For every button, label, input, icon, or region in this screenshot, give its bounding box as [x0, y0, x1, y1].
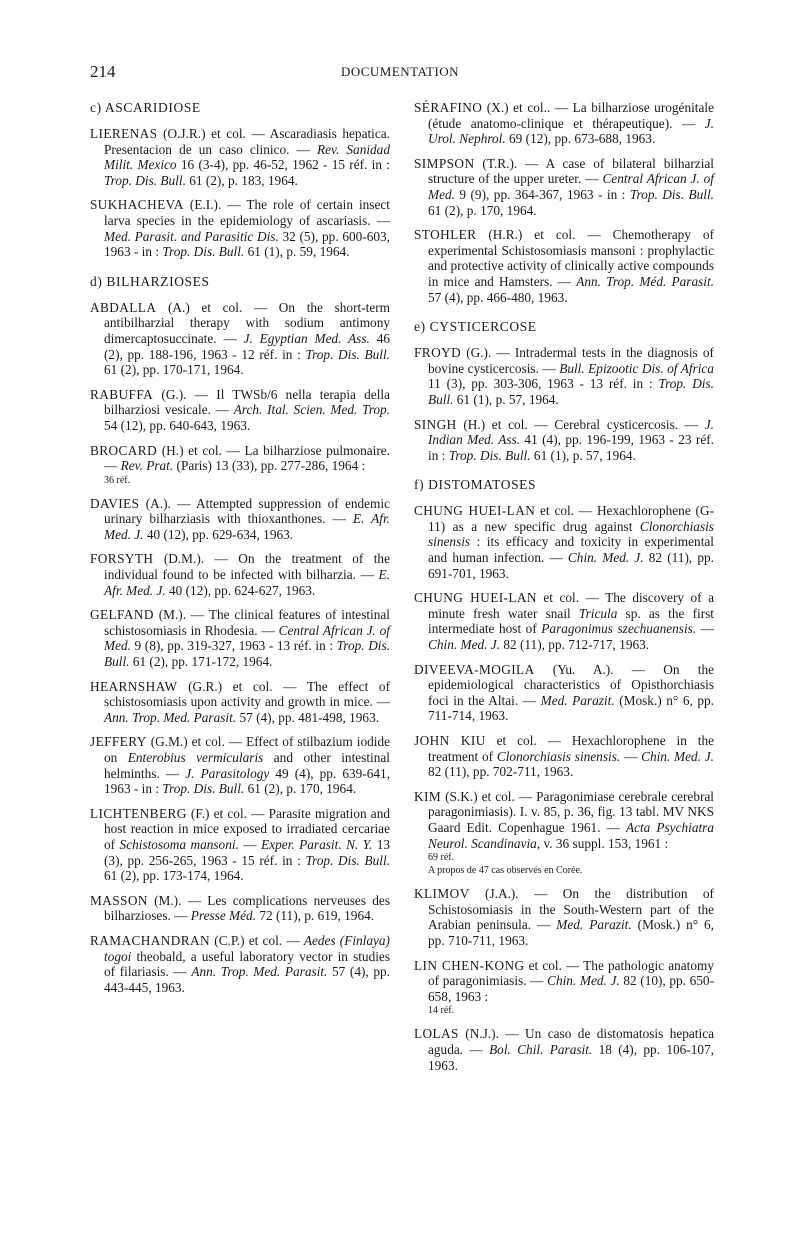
entry-italic-text: Schistosoma mansoni. [119, 836, 239, 852]
entry-italic-text: Central African J. of Med. [428, 171, 714, 202]
entry-footnote: A propos de 47 cas observés en Corée. [428, 865, 583, 877]
entry-text: v. 36 suppl. 153, 1961 : [540, 835, 669, 851]
entry-author: STOHLER [414, 227, 477, 243]
entry-author: KIM [414, 788, 442, 804]
bibliography-entry [90, 679, 390, 726]
bibliography-entry [414, 733, 714, 780]
entry-text: 72 (11), p. 619, 1964. [256, 908, 375, 924]
entry-text: (X.) et col.. — La bilharziose urogénitale (étude anatomo-clinique et thérapeutique). — [428, 100, 714, 131]
entry-text: 9 (9), pp. 364-367, 1963 - in : [454, 186, 630, 202]
entry-text: — [696, 621, 714, 637]
entry-italic-text: Trop. Dis. Bull. [305, 346, 390, 362]
entry-italic-text: Ann. Trop. Med. Parasit. [191, 964, 328, 980]
bibliography-entry [90, 126, 390, 188]
entry-footnote: 36 réf. [104, 474, 131, 486]
entry-text: 57 (4), pp. 466-480, 1963. [428, 289, 568, 305]
entry-text: (M.). — Les complications nerveuses des bilharzioses. — [104, 892, 390, 924]
entry-author: SÉRAFINO [414, 100, 483, 115]
entry-italic-text: Rev. Prat. [120, 458, 174, 474]
entry-italic-text: Ann. Trop. Méd. Parasit. [576, 273, 714, 289]
page-number: 214 [90, 62, 116, 81]
entry-text: (A.). — Attempted suppression of endemic urinary bilharziasis with thioxanthones. — [104, 495, 390, 527]
entry-italic-text: Med. Parazit. [540, 692, 615, 708]
entry-italic-text: Trop. Dis. Bull. [104, 638, 390, 670]
entry-text: 61 (2), p. 183, 1964. [185, 172, 298, 188]
entry-italic-text: Enterobius vermicularis [127, 750, 264, 765]
entry-text: 49 (4), pp. 639-641, 1963 - in : [104, 765, 391, 797]
section-heading: e) CYSTICERCOSE [414, 319, 537, 335]
entry-text: 57 (4), pp. 443-445, 1963. [104, 964, 390, 995]
entry-italic-text: E. Afr. Med. J. [104, 567, 390, 598]
bibliography-entry [90, 734, 390, 796]
entry-text: (G.R.) et col. — The effect of schistosomiasis upon activity and growth in mice. — [104, 678, 390, 710]
entry-text: (Mosk.) n° 6, pp. 711-714, 1963. [428, 692, 714, 724]
bibliography-entry [414, 590, 714, 652]
entry-text: (M.). — The clinical features of intestinal schistosomiasis in Rhodesia. — [104, 607, 390, 638]
entry-italic-text: Med. Parasit. and Parasitic Dis. [104, 228, 279, 244]
entry-text: (G.). — Il TWSb/6 nella terapia della bilharziosi vesicale. — [104, 386, 390, 418]
entry-italic-text: J. Parasitology [185, 765, 270, 781]
entry-author: GELFAND [90, 607, 154, 623]
bibliography-entry [414, 958, 714, 1018]
bibliography-entry [90, 443, 390, 487]
entry-text: — [238, 836, 262, 852]
entry-text: et col. — The discovery of a minute fresh water snail [428, 590, 714, 621]
bibliography-entry [414, 227, 714, 305]
entry-author: LIN CHEN-KONG [414, 957, 525, 973]
entry-author: DAVIES [90, 495, 140, 511]
entry-text: (C.P.) et col. — [210, 932, 304, 948]
entry-author: DIVEEVA-MOGILA [414, 661, 535, 677]
entry-italic-text: E. Afr. Med. J. [104, 511, 391, 542]
bibliography-entry [90, 893, 390, 924]
right-column [414, 100, 714, 1082]
entry-text: 40 (12), pp. 624-627, 1963. [165, 582, 316, 598]
entry-text: 82 (11), pp. 702-711, 1963. [428, 764, 574, 780]
entry-author: RABUFFA [90, 386, 154, 402]
entry-author: CHUNG HUEI-LAN [414, 590, 537, 606]
entry-text: and other intestinal helminths. — [104, 750, 390, 781]
entry-footnote: 14 réf. [428, 1005, 455, 1017]
entry-italic-text: J. Urol. Nephrol. [428, 115, 714, 147]
entry-text: — [620, 748, 642, 764]
entry-italic-text: Arch. Ital. Scien. Med. Trop. [233, 402, 390, 418]
entry-text: 82 (11), pp. 691-701, 1963. [428, 550, 714, 581]
entry-text: 16 (3-4), pp. 46-52, 1962 - 15 réf. in : [176, 157, 390, 173]
entry-author: SUKHACHEVA [90, 197, 184, 213]
entry-author: FROYD [414, 345, 462, 361]
entry-text: 11 (3), pp. 303-306, 1963 - 13 réf. in : [428, 376, 659, 392]
entry-text: (D.M.). — On the treatment of the individual found to be infected with bilharzia. — [104, 551, 390, 583]
entry-author: FORSYTH [90, 551, 154, 567]
entry-italic-text: Rev. Sanidad Milit. Mexico [104, 141, 390, 173]
entry-italic-text: Central African J. of Med. [104, 622, 390, 654]
entry-author: LIERENAS [90, 126, 158, 141]
entry-author: JEFFERY [90, 734, 147, 750]
entry-italic-text: Chin. Med. J. [428, 637, 501, 653]
bibliography-entry [90, 806, 390, 884]
entry-text: 41 (4), pp. 196-199, 1963 - 23 réf. in : [428, 432, 715, 463]
entry-author: LOLAS [414, 1026, 459, 1042]
entry-text: 61 (2), pp. 173-174, 1964. [104, 868, 244, 884]
entry-text: (N.J.). — Un caso de distomatosis hepatica aguda. — [428, 1026, 714, 1057]
bibliography-entry [90, 496, 390, 543]
entry-author: BROCARD [90, 442, 158, 458]
entry-author: KLIMOV [414, 886, 470, 902]
running-title: DOCUMENTATION [340, 64, 460, 79]
entry-author: MASSON [90, 892, 148, 908]
entry-text: 82 (11), pp. 712-717, 1963. [500, 637, 650, 653]
entry-italic-text: Trop. Dis. Bull. [629, 186, 714, 202]
entry-text: (A.) et col. — On the short-term antibilharzial therapy with sodium antimony dimercaptosuccinate. — [104, 299, 390, 346]
entry-italic-text: Bull. Epizootic Dis. of Africa [559, 360, 714, 376]
entry-text: 13 (3), pp. 256-265, 1963 - 15 réf. in : [104, 836, 391, 868]
bibliography-entry [414, 1026, 714, 1073]
bibliography-entry [414, 886, 714, 948]
bibliography-entry [414, 662, 714, 724]
bibliography-entry [414, 156, 714, 218]
entry-text: 82 (10), pp. 650-658, 1963 : [428, 973, 714, 1004]
entry-text: (E.I.). — The role of certain insect larva species in the epidemiology of ascariasis. — [104, 197, 390, 228]
entry-text: et col. — Hexachlorophene (G-11) as a new specific drug against [428, 503, 714, 534]
entry-author: SIMPSON [414, 155, 475, 171]
entry-text: (H.) et col. — Cerebral cysticercosis. — [456, 416, 705, 432]
entry-text: (S.K.) et col. — Paragonimiase cerebrale cerebral paragonimiasis). I. v. 85, p. 36, fig. 13 tabl. MV NKS Gaard Edit. Copenhague 1961. — [428, 788, 714, 835]
bibliography-entry [90, 551, 390, 598]
entry-text: (O.J.R.) et col. — Ascaradiasis hepatica. Presentacion de un caso clinico. — [104, 126, 390, 157]
entry-text: 61 (2), pp. 170-171, 1964. [104, 362, 244, 378]
section-heading: d) BILHARZIOSES [90, 273, 210, 289]
entry-text: 61 (2), pp. 171-172, 1964. [129, 654, 273, 670]
entry-text: 57 (4), pp. 481-498, 1963. [236, 709, 380, 725]
bibliography-entry [90, 387, 390, 434]
entry-text: (T.R.). — A case of bilateral bilharzial structure of the upper ureter. — [428, 155, 714, 187]
left-column [90, 100, 390, 1004]
entry-text: 54 (12), pp. 640-643, 1963. [104, 417, 251, 433]
entry-author: LICHTENBERG [90, 805, 187, 821]
entry-footnote: 69 réf. [428, 852, 455, 864]
entry-italic-text: Ann. Trop. Med. Parasit. [104, 709, 237, 725]
bibliography-entry [414, 417, 714, 464]
entry-author: HEARNSHAW [90, 678, 178, 694]
entry-text: 46 (2), pp. 188-196, 1963 - 12 réf. in : [104, 330, 391, 362]
entry-italic-text: Trop. Dis. Bull. [104, 172, 186, 188]
entry-italic-text: Aedes (Finlaya) togoi [104, 932, 390, 964]
entry-italic-text: Chin. Med. J. [641, 748, 715, 764]
bibliography-entry [414, 789, 714, 877]
entry-text: 61 (1), p. 57, 1964. [530, 447, 636, 463]
entry-author: RAMACHANDRAN [90, 932, 211, 948]
entry-italic-text: Chin. Med. J. [567, 550, 644, 566]
entry-italic-text: Presse Méd. [190, 908, 257, 924]
entry-text: (Mosk.) n° 6, pp. 710-711, 1963. [428, 917, 714, 948]
bibliography-entry [414, 503, 714, 581]
entry-text: theobald, a useful laboratory vector in studies of filariasis. — [104, 948, 390, 980]
entry-text: (H.) et col. — La bilharziose pulmonaire. — [104, 442, 390, 474]
entry-italic-text: Med. Parazit. [556, 917, 632, 933]
entry-text: (H.R.) et col. — Chemotherapy of experimental Schistosomiasis mansoni : prophylactic and protective activity of clinically active compounds in mice and Hamsters. — [428, 227, 714, 289]
entry-author: JOHN KIU [414, 733, 486, 748]
entry-text: (G.M.) et col. — Effect of stilbazium iodide on [104, 734, 390, 765]
entry-italic-text: Trop. Dis. Bull. [162, 781, 245, 797]
entry-text: 9 (8), pp. 319-327, 1963 - 13 réf. in : [130, 638, 337, 654]
entry-italic-text: Clonorchiasis sinensis. [496, 748, 621, 764]
entry-italic-text: Trop. Dis. Bull. [428, 376, 714, 407]
bibliography-entry [414, 345, 714, 407]
entry-italic-text: Trop. Dis. Bull. [448, 447, 531, 463]
entry-italic-text: J. Indian Med. Ass. [428, 416, 714, 448]
entry-text: 61 (1), p. 57, 1964. [453, 391, 559, 407]
section-heading: f) DISTOMATOSES [414, 477, 537, 493]
entry-text: (G.). — Intradermal tests in the diagnosis of bovine cysticercosis. — [428, 345, 714, 376]
entry-author: CHUNG HUEI-LAN [414, 503, 536, 519]
entry-italic-text: Chin. Med. J. [547, 973, 620, 989]
entry-italic-text: Bol. Chil. Parasit. [489, 1041, 593, 1057]
entry-italic-text: Clonorchiasis sinensis [428, 518, 714, 550]
entry-text: et col. — The pathologic anatomy of paragonimiasis. — [428, 957, 714, 989]
entry-text: 61 (2), p. 170, 1964. [244, 781, 357, 797]
entry-text: sp. as the first intermediate host of [428, 605, 715, 637]
entry-text: (J.A.). — On the distribution of Schistosomiasis in the South-Western part of the Arabian peninsula. — [428, 886, 714, 933]
entry-italic-text: J. Egyptian Med. Ass. [243, 330, 370, 346]
entry-text: (F.) et col. — Parasite migration and host reaction in mice exposed to irradiated cercariae of [104, 805, 390, 852]
entry-author: SINGH [414, 416, 457, 432]
section-heading: c) ASCARIDIOSE [90, 100, 201, 115]
entry-text: (Yu. A.). — On the epidemiological characteristics of Opisthorchiasis foci in the Altai. — [428, 661, 714, 708]
entry-italic-text: Paragonimus szechuanensis. [541, 621, 697, 637]
entry-italic-text: Acta Psychiatra Neurol. Scandinavia, [428, 819, 714, 851]
entry-text: 18 (4), pp. 106-107, 1963. [428, 1041, 714, 1073]
entry-text: : its efficacy and toxicity in experimental and human infection. — [428, 534, 714, 566]
entry-italic-text: Exper. Parasit. N. Y. [261, 836, 373, 852]
bibliography-entry [414, 100, 714, 147]
entry-text: 61 (2), p. 170, 1964. [428, 202, 537, 218]
entry-text: 61 (1), p. 59, 1964. [244, 244, 350, 260]
entry-text: 40 (12), pp. 629-634, 1963. [143, 526, 294, 542]
entry-author: ABDALLA [90, 299, 157, 315]
entry-text: 69 (12), pp. 673-688, 1963. [505, 131, 656, 147]
entry-italic-text: Trop. Dis. Bull. [162, 244, 245, 260]
entry-text: et col. — Hexachlorophene in the treatment of [428, 733, 714, 764]
bibliography-entry [90, 607, 390, 669]
bibliography-entry [90, 933, 390, 995]
entry-italic-text: Tricula [578, 605, 618, 621]
bibliography-entry [90, 300, 390, 378]
entry-text: 32 (5), pp. 600-603, 1963 - in : [104, 228, 390, 260]
entry-italic-text: Trop. Dis. Bull. [305, 852, 390, 868]
bibliography-entry [90, 197, 390, 259]
entry-text: (Paris) 13 (33), pp. 277-286, 1964 : [173, 458, 366, 474]
